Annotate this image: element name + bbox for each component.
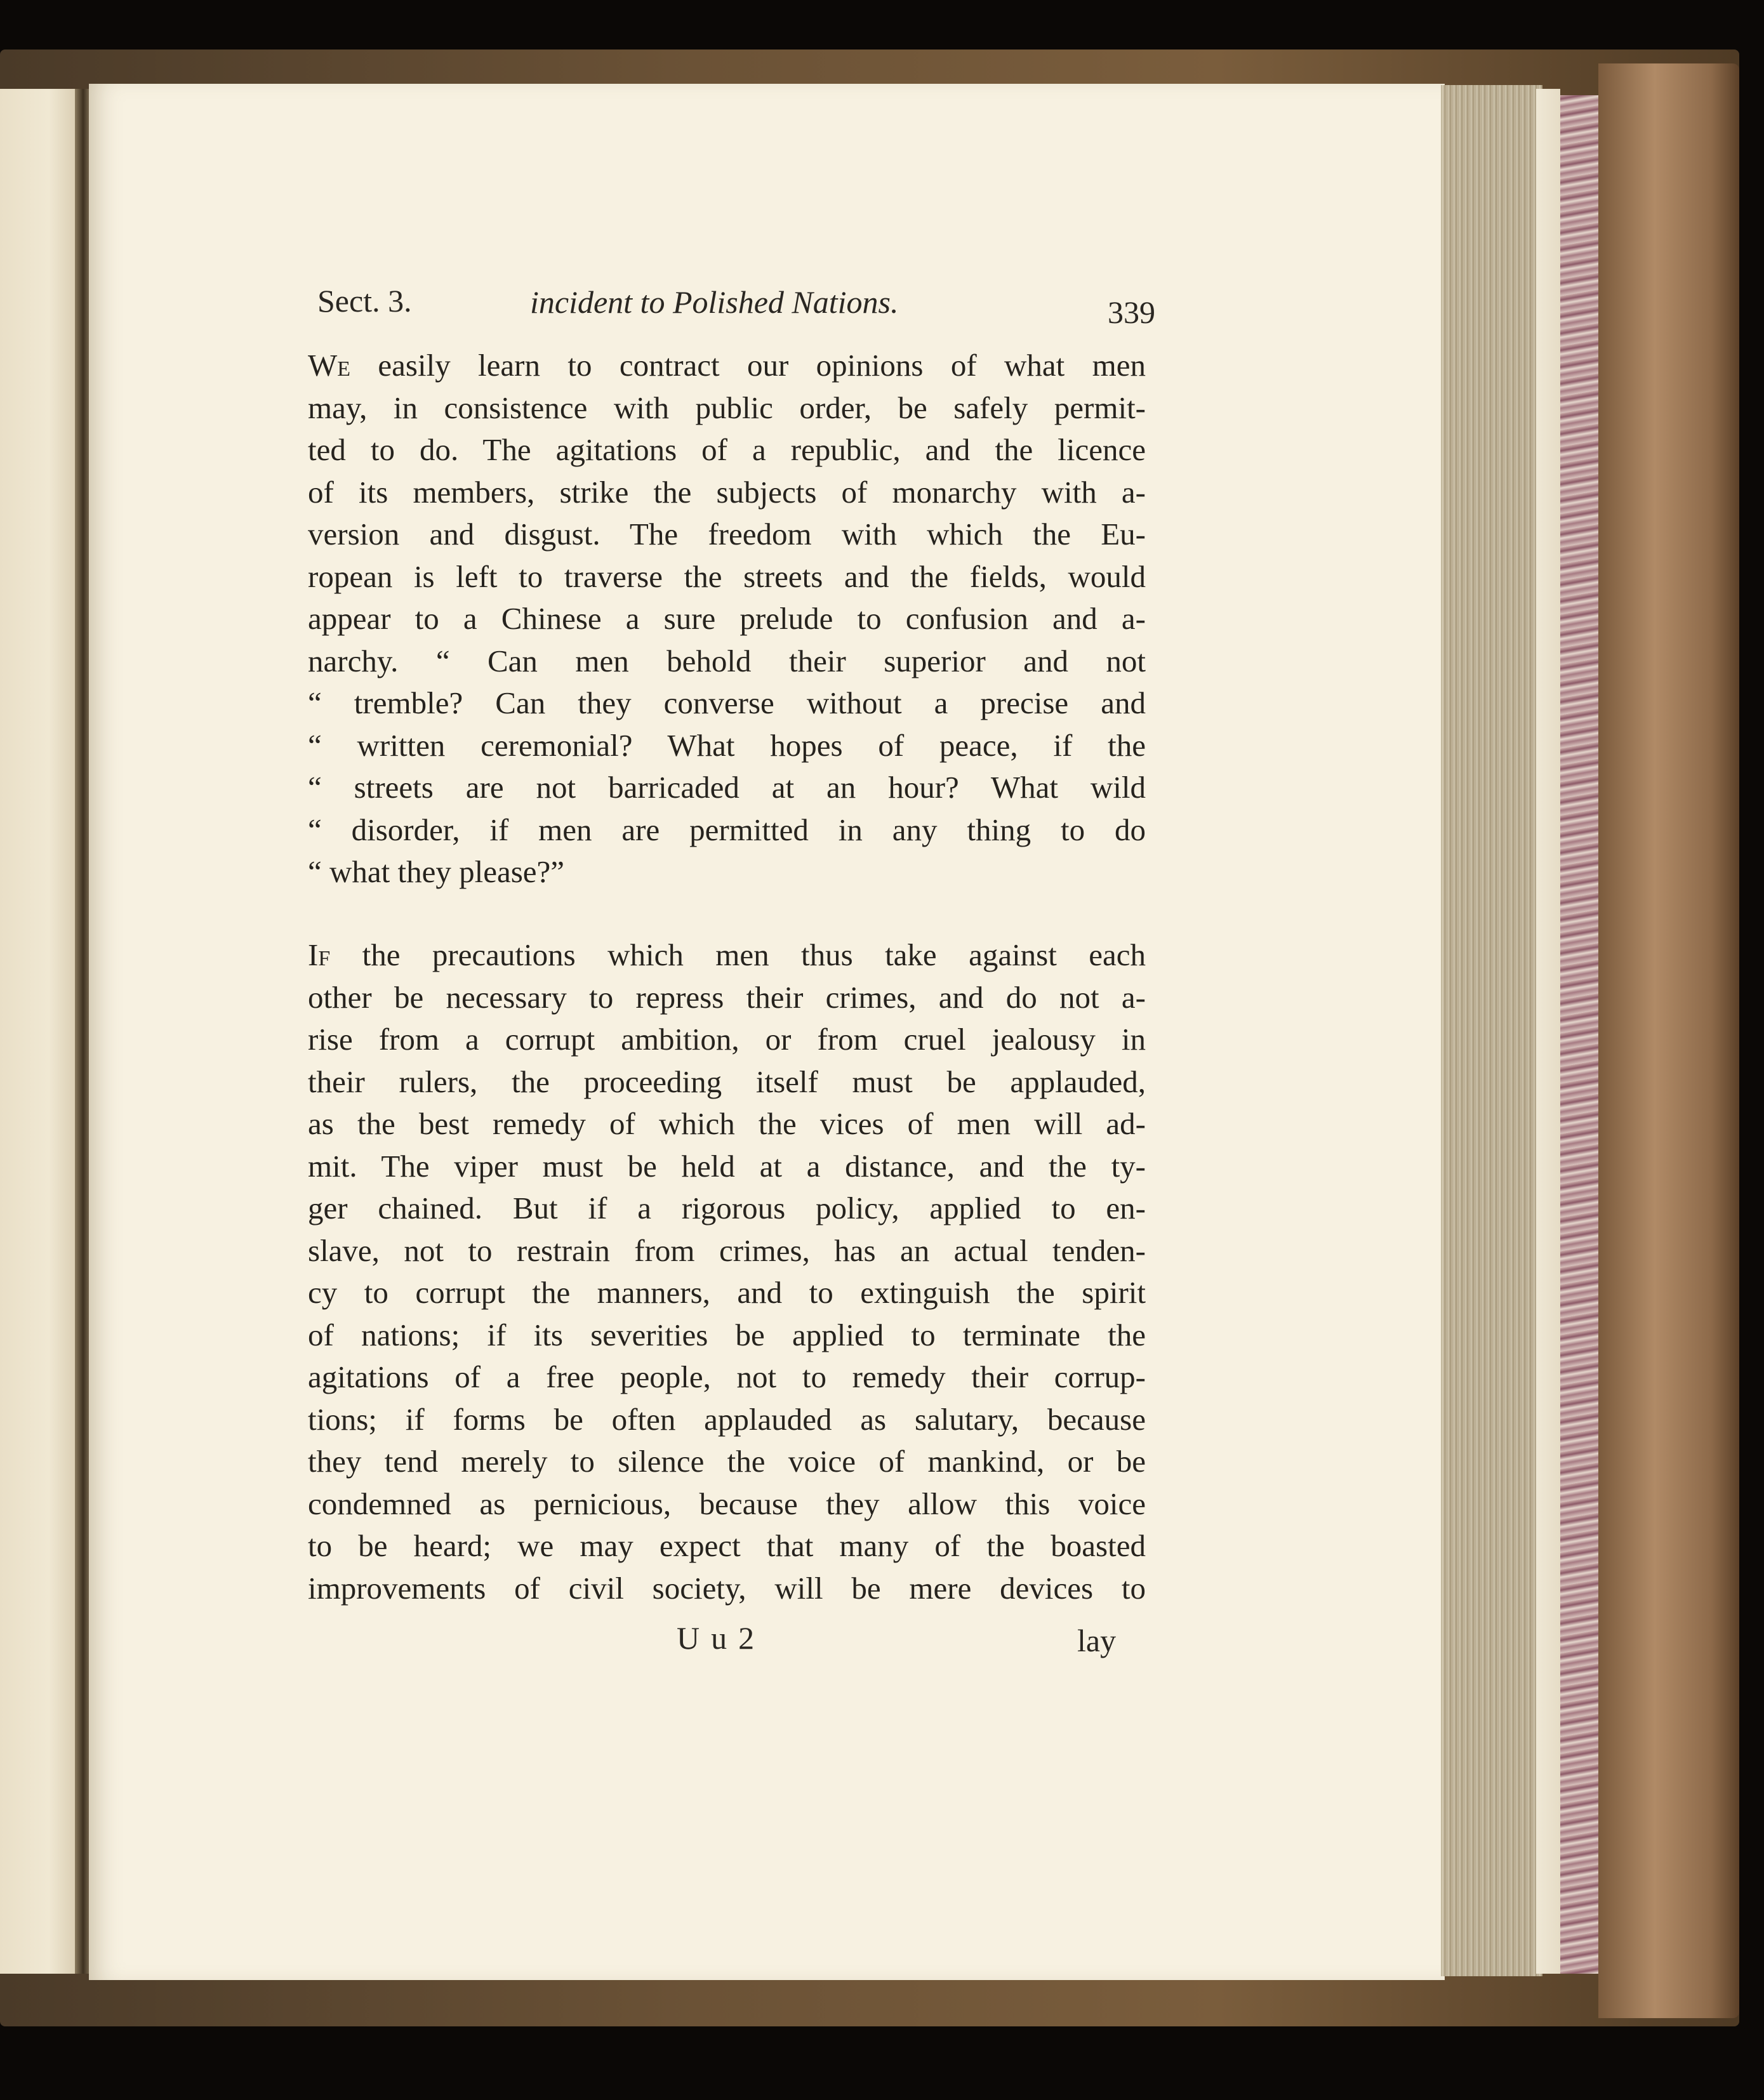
text-line: other be necessary to repress their crimes, and do not a- bbox=[308, 979, 1146, 1015]
paragraph-1 bbox=[308, 345, 1146, 894]
first-word: If bbox=[308, 937, 331, 972]
first-word: We bbox=[308, 348, 351, 383]
text-line: ted to do. The agitations of a republic, and the licence bbox=[308, 432, 1146, 467]
page-number: 339 bbox=[1108, 294, 1155, 330]
book-board-edge bbox=[1598, 63, 1739, 2018]
text-line: may, in consistence with public order, be safely permit- bbox=[308, 390, 1146, 425]
section-label: Sect. 3. bbox=[317, 283, 412, 319]
page-footer bbox=[0, 1620, 1764, 1664]
text-line: tions; if forms be often applauded as salutary, because bbox=[308, 1401, 1146, 1437]
page-fore-edge bbox=[1441, 85, 1542, 1976]
text-line: rise from a corrupt ambition, or from cruel jealousy in bbox=[308, 1022, 1146, 1057]
catchword: lay bbox=[1077, 1623, 1117, 1658]
signature-mark: Uu2 bbox=[677, 1620, 766, 1656]
text-line: version and disgust. The freedom with which the Eu- bbox=[308, 517, 1146, 551]
text-line: cy to corrupt the manners, and to extinguish the spirit bbox=[308, 1275, 1146, 1310]
text-line: “ disorder, if men are permitted in any thing to do bbox=[308, 812, 1146, 847]
left-page-edge bbox=[0, 89, 81, 1974]
text-line: condemned as pernicious, because they allow this voice bbox=[308, 1486, 1146, 1521]
text-line: “ written ceremonial? What hopes of peace, if the bbox=[308, 727, 1146, 763]
text-line: ger chained. But if a rigorous policy, applied to en- bbox=[308, 1191, 1146, 1225]
text-line: slave, not to restrain from crimes, has an actual tenden- bbox=[308, 1232, 1146, 1268]
text-line: narchy. “ Can men behold their superior and not bbox=[308, 643, 1146, 678]
text-line: If the precautions which men thus take against each bbox=[308, 937, 1146, 972]
text-line: improvements of civil society, will be mere devices to bbox=[308, 1570, 1146, 1606]
text-line: appear to a Chinese a sure prelude to confusion and a- bbox=[308, 601, 1146, 636]
text-line: of its members, strike the subjects of monarchy with a- bbox=[308, 474, 1146, 510]
text-line: “ streets are not barricaded at an hour? What wild bbox=[308, 770, 1146, 805]
text-line: as the best remedy of which the vices of men will ad- bbox=[308, 1106, 1146, 1141]
text-line: mit. The viper must be held at a distance, and the ty- bbox=[308, 1148, 1146, 1184]
text-line: they tend merely to silence the voice of mankind, or be bbox=[308, 1444, 1146, 1479]
text-line: “ what they please?” bbox=[308, 854, 565, 889]
page-header bbox=[317, 282, 1155, 330]
text-line: agitations of a free people, not to remedy their corrup- bbox=[308, 1359, 1146, 1394]
text-line: “ tremble? Can they converse without a precise and bbox=[308, 685, 1146, 720]
text-line: ropean is left to traverse the streets and the fields, would bbox=[308, 558, 1146, 594]
text-line: their rulers, the proceeding itself must be applauded, bbox=[308, 1064, 1146, 1099]
text-line: We easily learn to contract our opinions of what men bbox=[308, 348, 1146, 383]
text-line: of nations; if its severities be applied to terminate the bbox=[308, 1317, 1146, 1352]
text-line: to be heard; we may expect that many of the boasted bbox=[308, 1528, 1146, 1563]
paragraph-2 bbox=[308, 934, 1146, 1609]
page-fore-edge-light bbox=[1536, 89, 1560, 1974]
running-title: incident to Polished Nations. bbox=[530, 284, 899, 320]
marbled-endpaper bbox=[1560, 95, 1598, 1974]
